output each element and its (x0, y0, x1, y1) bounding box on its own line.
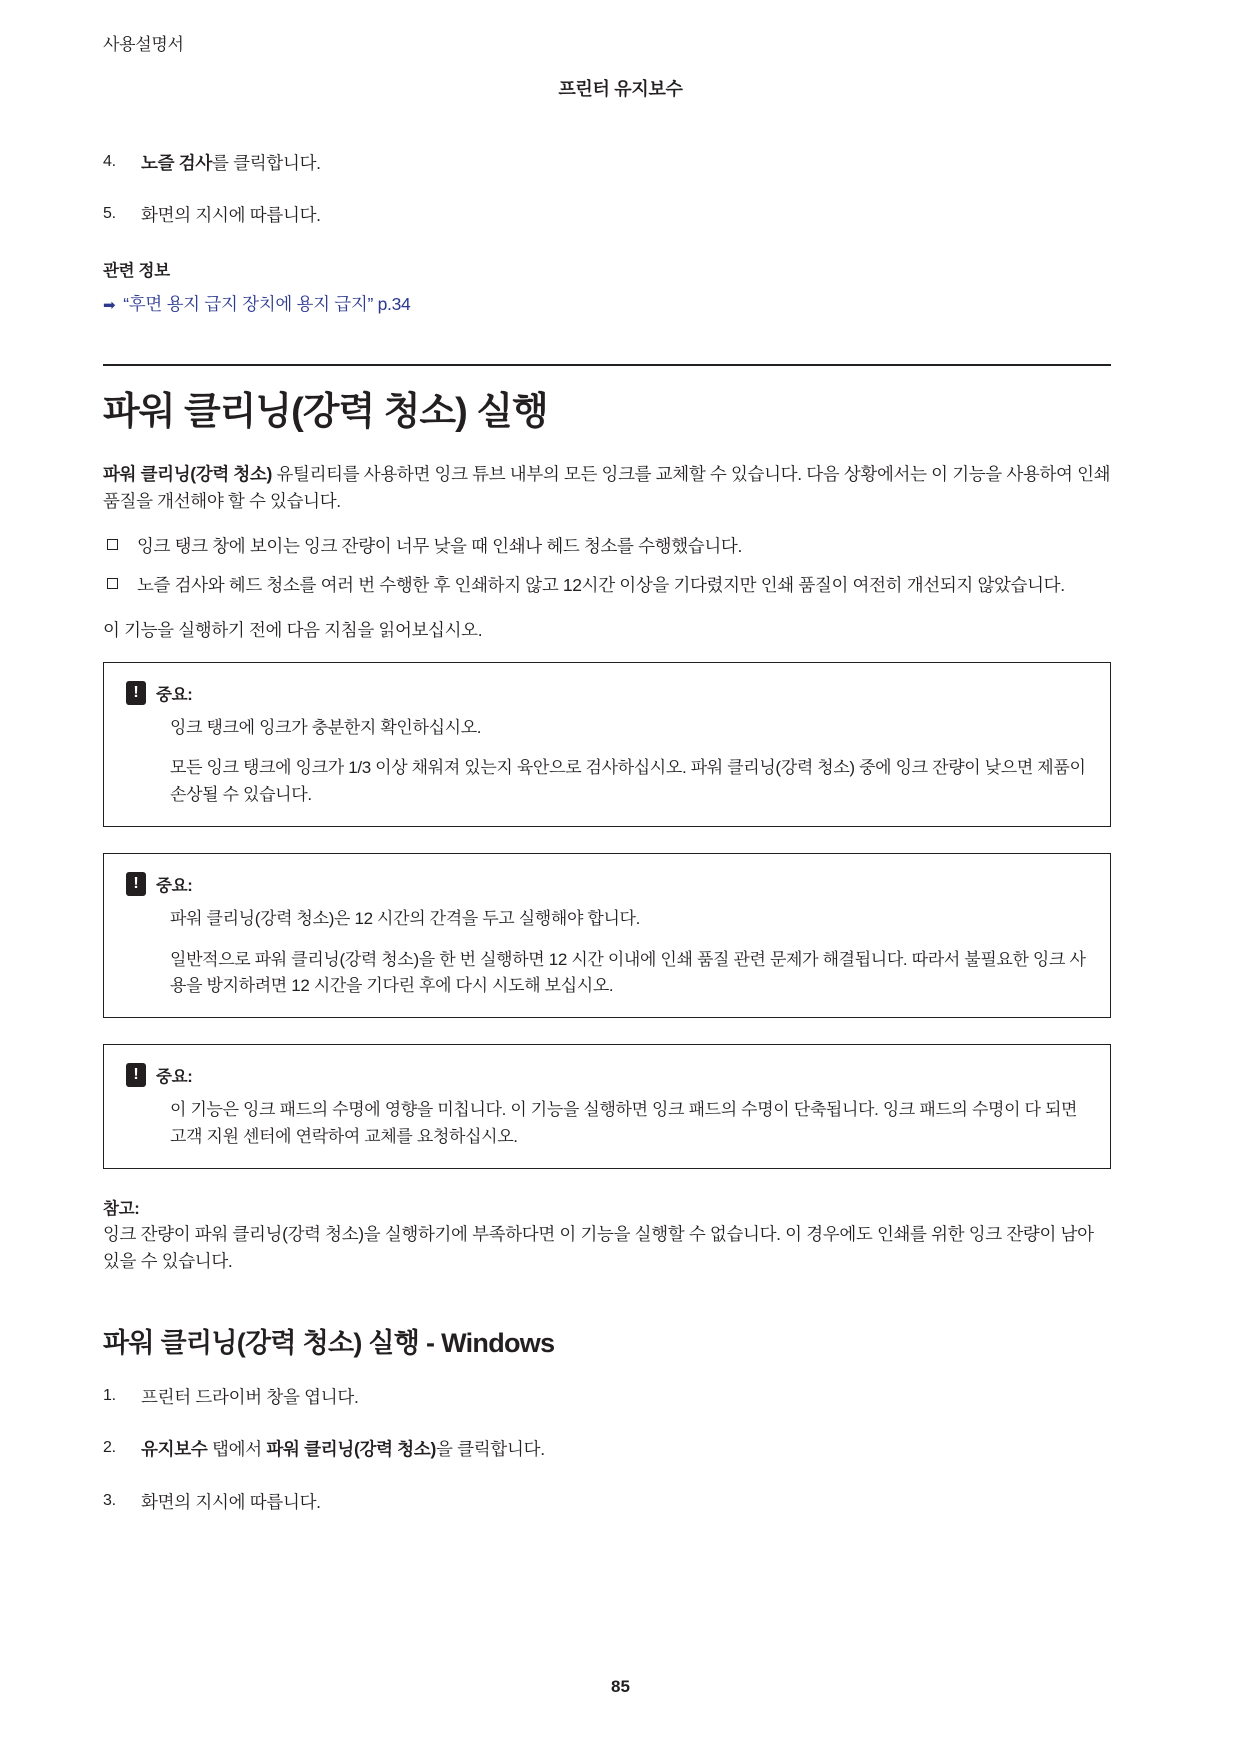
callout-paragraph: 모든 잉크 탱크에 잉크가 1/3 이상 채워져 있는지 육안으로 검사하십시오. 파워 클리닝(강력 청소) 중에 잉크 잔량이 낮으면 제품이 손상될 수 있습니다. (170, 758, 1086, 804)
related-link-text[interactable]: “후면 용지 급지 장치에 용지 급지” p.34 (123, 293, 411, 314)
list-item (103, 572, 1111, 599)
callout-paragraph: 파워 클리닝(강력 청소)은 12 시간의 간격을 두고 실행해야 합니다. (170, 909, 640, 929)
bullet-list (103, 533, 1111, 599)
step-text: 프린터 드라이버 창을 엽니다. (141, 1387, 359, 1408)
list-item (103, 1384, 1111, 1410)
step-number: 1. (103, 1387, 116, 1405)
section-intro-bold: 파워 클리닝(강력 청소) (103, 463, 272, 484)
step-mid-text: 탭에서 (207, 1439, 267, 1460)
step-bold-text-2: 파워 클리닝(강력 청소) (266, 1439, 436, 1460)
step-text: 를 클릭합니다. (211, 153, 321, 173)
section-intro-rest: 유틸리티를 사용하면 잉크 튜브 내부의 모든 잉크를 교체할 수 있습니다. 다음 상황에서는 이 기능을 사용하여 인쇄 품질을 개선해야 할 수 있습니다. (103, 463, 1111, 511)
bullet-text: 노즐 검사와 헤드 청소를 여러 번 수행한 후 인쇄하지 않고 12시간 이상을 기다렸지만 인쇄 품질이 여전히 개선되지 않았습니다. (137, 574, 1065, 595)
callout-paragraph: 이 기능은 잉크 패드의 수명에 영향을 미칩니다. 이 기능을 실행하면 잉크 패드의 수명이 단축됩니다. 잉크 패드의 수명이 다 되면 고객 지원 센터에 연락하여 교체를 요청하십시오. (170, 1100, 1078, 1146)
related-info-link[interactable] (103, 291, 1111, 316)
step-number: 4. (103, 153, 116, 170)
note-heading: 참고: (103, 1199, 140, 1218)
step-bold-text: 노즐 검사 (141, 153, 212, 173)
subsection-title: 파워 클리닝(강력 청소) 실행 - Windows (103, 1328, 555, 1359)
list-item (103, 533, 1111, 560)
step-number: 2. (103, 1439, 116, 1457)
exclamation-icon: ! (126, 1063, 146, 1087)
checkbox-square-icon (107, 578, 118, 589)
page-content (103, 150, 1111, 1541)
before-run-text: 이 기능을 실행하기 전에 다음 지침을 읽어보십시오. (103, 620, 483, 640)
section-divider (103, 364, 1111, 366)
important-callout-1 (103, 662, 1111, 827)
bullet-text: 잉크 탱크 창에 보이는 잉크 잔량이 너무 낮을 때 인쇄나 헤드 청소를 수행했습니다. (137, 535, 742, 556)
callout-header (126, 872, 1088, 896)
exclamation-icon: ! (126, 681, 146, 705)
checkbox-square-icon (107, 539, 118, 550)
related-info-heading: 관련 정보 (103, 261, 170, 280)
note-text: 잉크 잔량이 파워 클리닝(강력 청소)을 실행하기에 부족하다면 이 기능을 실행할 수 없습니다. 이 경우에도 인쇄를 위한 잉크 잔량이 남아 있을 수 있습니다. (103, 1223, 1094, 1271)
callout-header (126, 1063, 1088, 1087)
list-item (103, 202, 1111, 228)
header-chapter-title: 프린터 유지보수 (558, 79, 683, 99)
important-callout-2 (103, 853, 1111, 1018)
arrow-right-icon: ➡ (103, 296, 116, 314)
callout-paragraph: 일반적으로 파워 클리닝(강력 청소)을 한 번 실행하면 12 시간 이내에 인쇄 품질 관련 문제가 해결됩니다. 따라서 불필요한 잉크 사용을 방지하려면 12 시간을 기다린 후에 다시 시도해 보십시오. (170, 949, 1086, 995)
exclamation-icon: ! (126, 872, 146, 896)
steps-top-list (103, 150, 1111, 229)
callout-title: 중요: (156, 1068, 193, 1087)
callout-paragraph: 잉크 탱크에 잉크가 충분한지 확인하십시오. (170, 718, 482, 738)
important-callout-3 (103, 1044, 1111, 1169)
step-bold-text: 유지보수 (141, 1439, 208, 1460)
step-number: 5. (103, 205, 116, 223)
step-text: 화면의 지시에 따릅니다. (141, 205, 321, 226)
callout-title: 중요: (156, 877, 193, 896)
list-item (103, 1489, 1111, 1515)
page-number: 85 (611, 1677, 630, 1696)
list-item (103, 1436, 1111, 1462)
step-text: 화면의 지시에 따릅니다. (141, 1491, 321, 1512)
page-title: 파워 클리닝(강력 청소) 실행 (103, 390, 548, 433)
callout-header (126, 681, 1088, 705)
steps-windows-list (103, 1384, 1111, 1515)
step-text: 을 클릭합니다. (436, 1439, 545, 1460)
list-item (103, 150, 1111, 176)
header-manual-title: 사용설명서 (103, 35, 184, 54)
section-intro (103, 461, 1111, 515)
step-number: 3. (103, 1491, 116, 1509)
callout-title: 중요: (156, 686, 193, 705)
